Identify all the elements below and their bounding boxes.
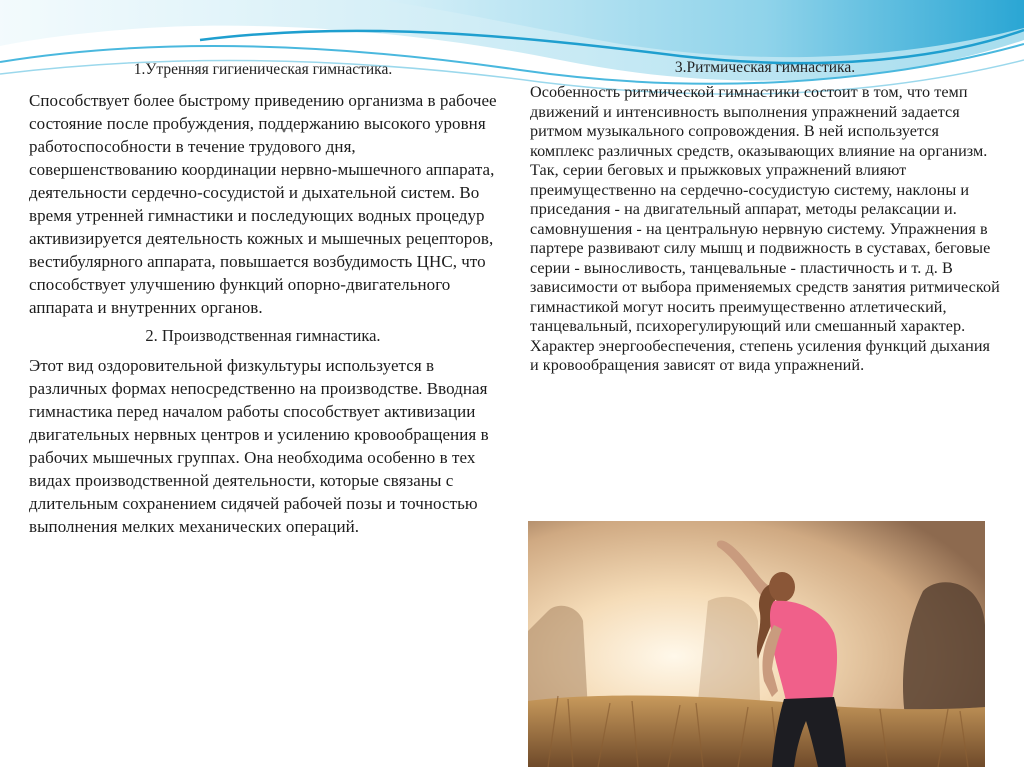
left-column (29, 60, 497, 538)
stretching-woman-photo (528, 521, 985, 767)
section-2-text: Этот вид оздоровительной физкультуры используется в различных формах непосредственно на производстве. Вводная гимнастика перед началом работы способствует активизации двигательных нервных центров и усилению кровообращения в рабочих мышечных группах. Она необходима особенно в тех видах производственной деятельности, которые связаны с длительным сохранением сидячей рабочей позы и точностью выполнения мелких механических операций. (29, 356, 489, 536)
section-1-text: Способствует более быстрому приведению организма в рабочее состояние после пробуждения, поддержанию высокого уровня работоспособности в течение трудового дня, совершенствованию координации нервно-мышечного аппарата, деятельности сердечно-сосудистой и дыхательной систем. Во время утренней гимнастики и последующих водных процедур активизируется деятельность кожных и мышечных рецепторов, вестибулярного аппарата, повышается возбудимость ЦНС, что способствует улучшению функций опорно-двигательного аппарата и внутренних органов. (29, 91, 497, 317)
section-2-heading: 2. Производственная гимнастика. (145, 326, 381, 345)
section-1-heading: 1.Утренняя гигиеническая гимнастика. (133, 61, 393, 78)
right-column (530, 58, 1000, 376)
section-3-text: Особенность ритмической гимнастики состоит в том, что темп движений и интенсивность выполнения упражнений задается ритмом музыкального сопровождения. В ней используется комплекс различных средств, оказывающих влияние на организм. Так, серии беговых и прыжковых упражнений влияют преимущественно на сердечно-сосудистую систему, наклоны и приседания - на двигательный аппарат, методы релаксации и. самовнушения - на центральную нервную систему. Упражнения в партере развивают силу мышц и подвижность в суставах, беговые серии - выносливость, танцевальные - пластичность и т. д. В зависимости от выбора применяемых средств занятия ритмической гимнастикой могут носить преимущественно атлетический, танцевальный, психорегулирующий или смешанный характер. Характер энергообеспечения, степень усиления функций дыхания и кровообращения зависят от вида упражнений. (530, 83, 1000, 374)
section-3-heading: 3.Ритмическая гимнастика. (674, 59, 856, 76)
